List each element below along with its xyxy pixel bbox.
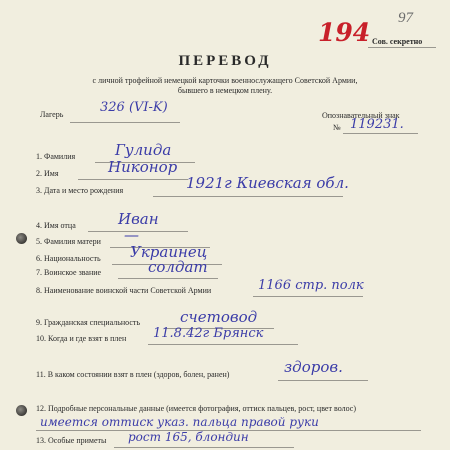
- field-name-label: 2. Имя: [36, 169, 59, 178]
- field-nationality-label: 6. Национальность: [36, 254, 101, 263]
- field-unit-label: 8. Наименование воинской части Советской Армии: [36, 286, 212, 295]
- field-surname-value: Гулида: [115, 141, 172, 159]
- document-title: ПЕРЕВОД: [178, 53, 272, 69]
- field-personal-label: 12. Подробные персональные данные (имеется фотография, оттиск пальцев, рост, цвет волос): [36, 404, 356, 413]
- field-personal-value: имеется оттиск указ. пальца правой руки: [40, 415, 319, 429]
- punch-hole-top: [16, 233, 27, 244]
- field-unit-underline: [253, 296, 363, 297]
- camp-label: Лагерь: [40, 110, 64, 119]
- field-unit-value: 1166 стр. полк: [258, 278, 364, 293]
- tag-value: 119231.: [350, 117, 404, 132]
- field-father-label: 4. Имя отца: [36, 221, 76, 230]
- field-features-underline: [114, 447, 294, 448]
- field-captured-underline: [148, 344, 298, 345]
- field-features-value: рост 165, блондин: [128, 430, 249, 444]
- field-nationality-value: Украинец: [130, 243, 208, 261]
- field-condition-value: здоров.: [284, 358, 343, 376]
- field-birth-value: 1921г Киевская обл.: [186, 174, 349, 192]
- field-surname-label: 1. Фамилия: [36, 152, 76, 161]
- field-rank-label: 7. Воинское звание: [36, 268, 102, 277]
- camp-value: 326 (VI-K): [100, 100, 168, 115]
- field-father-value: Иван: [118, 210, 159, 228]
- field-captured-label: 10. Когда и где взят в плен: [36, 334, 127, 343]
- field-condition-label: 11. В каком состоянии взят в плен (здоров, болен, ранен): [36, 370, 230, 379]
- field-features-label: 13. Особые приметы: [36, 436, 107, 445]
- field-birth-underline: [153, 196, 343, 197]
- subtitle-line-2: бывшего в немецком плену.: [177, 86, 273, 95]
- field-condition-underline: [278, 380, 368, 381]
- tag-prefix: №: [333, 123, 341, 132]
- pencil-page-number: 97: [398, 10, 413, 26]
- field-mother-label: 5. Фамилия матери: [36, 237, 101, 246]
- red-file-number: 194: [318, 18, 371, 47]
- classification-underline: [368, 47, 436, 48]
- field-name-underline: [78, 179, 188, 180]
- field-rank-value: солдат: [148, 258, 208, 276]
- field-name-value: Никонор: [108, 158, 178, 176]
- camp-underline: [70, 122, 180, 123]
- field-civil-value: счетовод: [180, 308, 258, 326]
- subtitle-line-1: с личной трофейной немецкой карточки военнослужащего Советской Армии,: [92, 76, 358, 85]
- field-birth-label: 3. Дата и место рождения: [36, 186, 124, 195]
- classification-stamp: Сов. секретно: [372, 37, 423, 46]
- tag-underline: [343, 133, 418, 134]
- field-rank-underline: [118, 278, 218, 279]
- field-civil-label: 9. Гражданская специальность: [36, 318, 141, 327]
- tag-label: Опознавательный знак: [322, 111, 400, 120]
- punch-hole-bottom: [16, 405, 27, 416]
- field-mother-value: —: [124, 226, 139, 244]
- field-captured-value: 11.8.42г Брянск: [153, 326, 264, 341]
